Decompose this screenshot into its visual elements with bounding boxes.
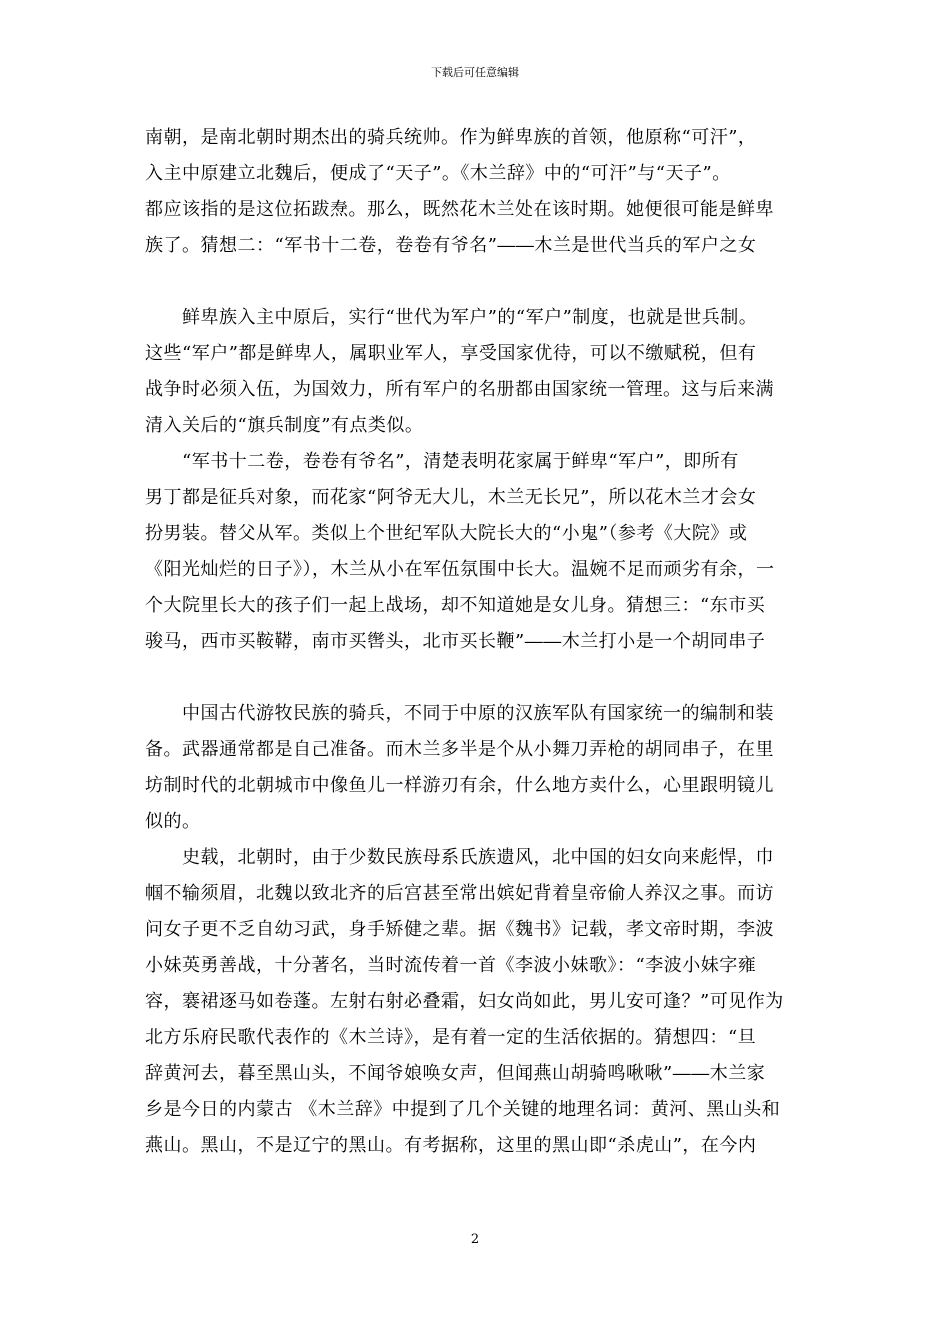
text-line: 坊制时代的北朝城市中像鱼儿一样游刃有余，什么地方卖什么，心里跟明镜儿 (145, 775, 774, 796)
text-line: 北方乐府民歌代表作的《木兰诗》，是有着一定的生活依据的。猜想四：“旦 (145, 1027, 757, 1048)
paragraph-first-line: 史载，北朝时，由于少数民族母系氏族遗风，北中国的妇女向来彪悍，巾 (182, 847, 774, 868)
text-line: 容，褰裙逐马如卷蓬。左射右射必叠霜，妇女尚如此，男儿安可逢？”可见作为 (145, 991, 784, 1012)
text-line: 都应该指的是这位拓跋焘。那么，既然花木兰处在该时期。她便很可能是鲜卑 (145, 199, 774, 220)
page-number: 2 (470, 1232, 480, 1247)
text-line: 辞黄河去，暮至黑山头，不闻爷娘唤女声，但闻燕山胡骑鸣啾啾”――木兰家 (145, 1063, 766, 1084)
text-line: 战争时必须入伍，为国效力，所有军户的名册都由国家统一管理。这与后来满 (145, 379, 774, 400)
document-body (145, 120, 815, 1164)
blank-line (145, 660, 815, 696)
blank-line (145, 264, 815, 300)
text-line: 清入关后的“旗兵制度”有点类似。 (145, 415, 424, 436)
text-line: 入主中原建立北魏后，便成了“天子”。《木兰辞》中的“可汗”与“天子”。 (145, 163, 731, 184)
text-line: 燕山。黑山，不是辽宁的黑山。有考据称，这里的黑山即“杀虎山”，在今内 (145, 1135, 757, 1156)
text-line: 族了。猜想二：“军书十二卷，卷卷有爷名”――木兰是世代当兵的军户之女 (145, 235, 757, 256)
paragraph-first-line: 鲜卑族入主中原后，实行“世代为军户”的“军户”制度，也就是世兵制。 (182, 307, 758, 328)
text-line: 似的。 (145, 811, 201, 832)
text-line: 问女子更不乏自幼习武，身手矫健之辈。据《魏书》记载，孝文帝时期，李波 (145, 919, 774, 940)
page-header: 下载后可任意编辑 (431, 66, 519, 79)
text-line: 乡是今日的内蒙古 《木兰辞》中提到了几个关键的地理名词：黄河、黑山头和 (145, 1099, 781, 1120)
text-line: 《阳光灿烂的日子》），木兰从小在军伍氛围中长大。温婉不足而顽劣有余，一 (145, 559, 775, 580)
text-line: 小妹英勇善战，十分著名，当时流传着一首《李波小妹歌》：“李波小妹字雍 (145, 955, 757, 976)
text-line: 骏马，西市买鞍鞯，南市买辔头，北市买长鞭”――木兰打小是一个胡同串子 (145, 631, 766, 652)
text-line: 男丁都是征兵对象，而花家“阿爷无大儿，木兰无长兄”，所以花木兰才会女 (145, 487, 757, 508)
paragraph-first-line: “军书十二卷，卷卷有爷名”，清楚表明花家属于鲜卑“军户”，即所有 (182, 451, 739, 472)
text-line: 这些“军户”都是鲜卑人，属职业军人，享受国家优待，可以不缴赋税，但有 (145, 343, 757, 364)
text-line: 南朝，是南北朝时期杰出的骑兵统帅。作为鲜卑族的首领，他原称“可汗”， (145, 127, 757, 148)
text-line: 备。武器通常都是自己准备。而木兰多半是个从小舞刀弄枪的胡同串子，在里 (145, 739, 774, 760)
text-line: 扮男装。替父从军。类似上个世纪军队大院长大的“小鬼”（参考《大院》或 (145, 523, 748, 544)
paragraph-first-line: 中国古代游牧民族的骑兵，不同于中原的汉族军队有国家统一的编制和装 (182, 703, 774, 724)
text-line: 帼不输须眉，北魏以致北齐的后宫甚至常出嫔妃背着皇帝偷人养汉之事。而访 (145, 883, 774, 904)
text-line: 个大院里长大的孩子们一起上战场，却不知道她是女儿身。猜想三：“东市买 (145, 595, 766, 616)
